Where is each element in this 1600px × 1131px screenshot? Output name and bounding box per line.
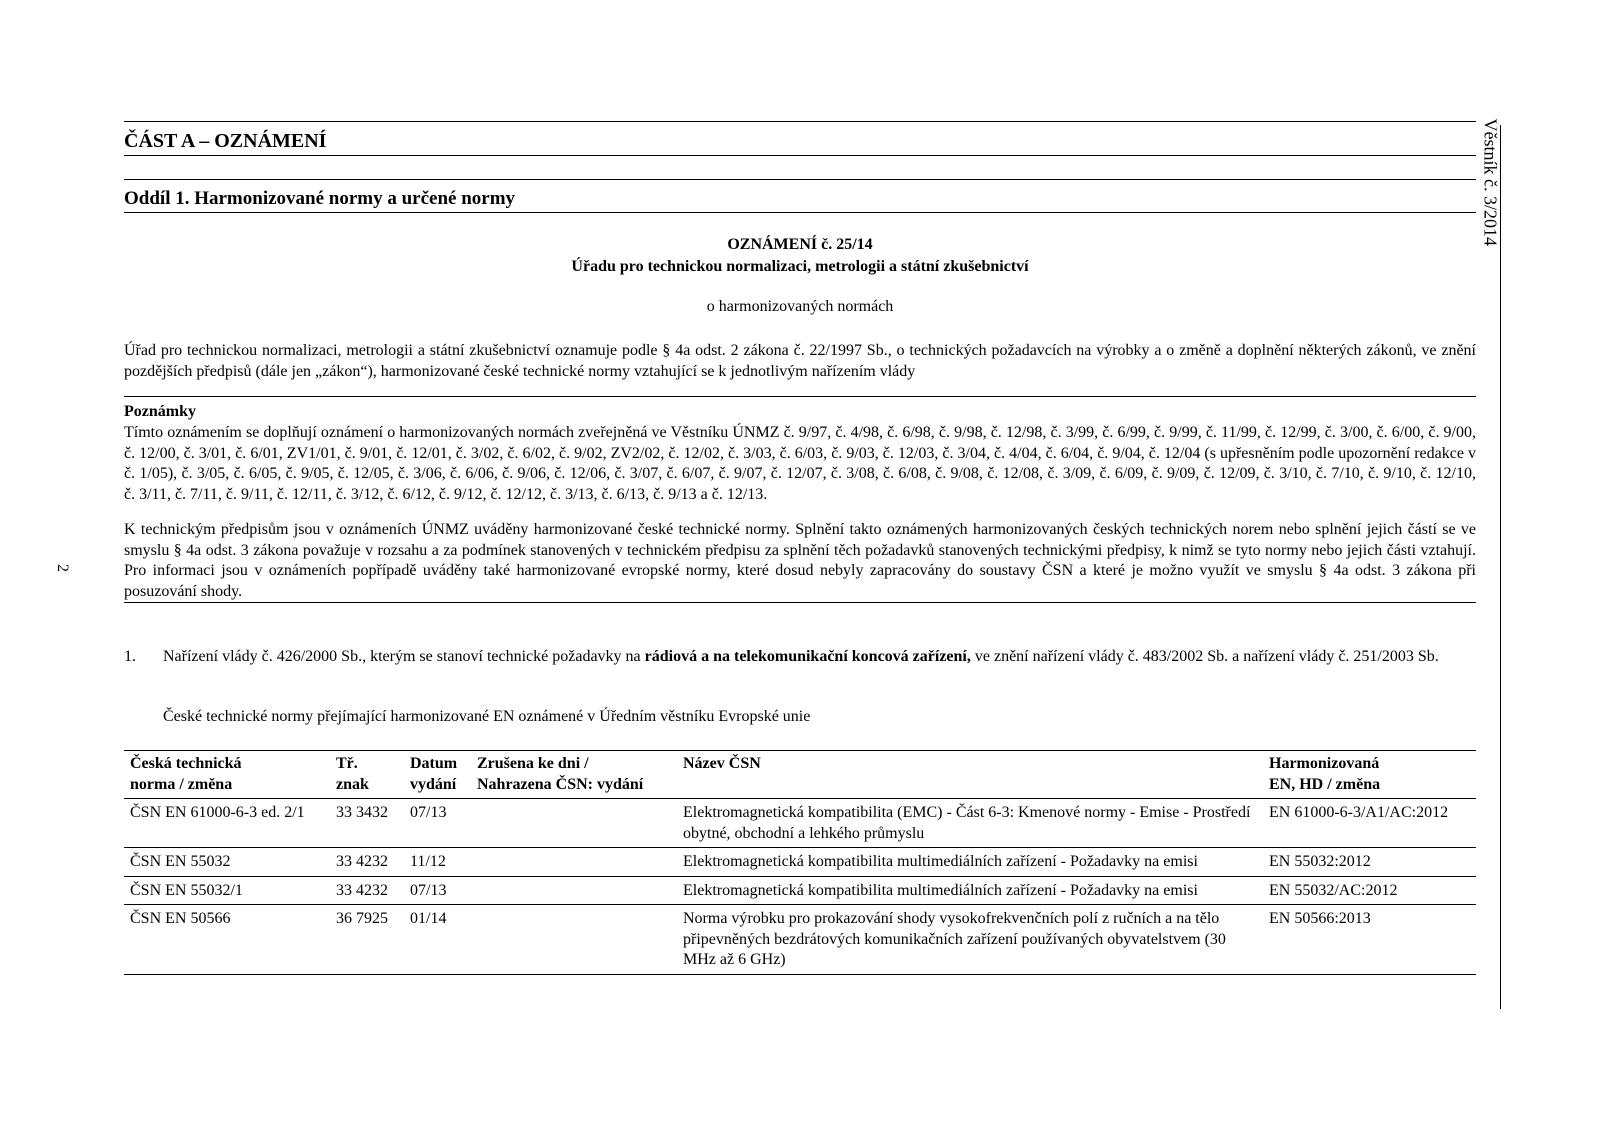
cell-norm: ČSN EN 50566	[124, 905, 330, 975]
standards-table	[124, 750, 1476, 975]
notes-paragraph-2: K technickým předpisům jsou v oznámeních ÚNMZ uváděny harmonizované české technické normy. Splnění takto oznámených harmonizovaných českých technických norem nebo splnění jejich částí se ve smyslu § 4a odst. 3 zákona považuje v rozsahu a za podmínek stanovených v technickém předpisu za splnění těch požadavků stanovených technickými předpisy, k nimž se tyto normy nebo jejich části vztahují. Pro informaci jsou v oznámeních popřípadě uváděny také harmonizované evropské normy, které dosud nebyly zapracovány do soustavy ČSN a které je možno využít ve smyslu § 4a odst. 3 zákona při posuzování shody.	[124, 521, 1476, 600]
cell-znak: 33 3432	[330, 799, 404, 848]
table-header-row	[124, 751, 1476, 799]
cell-znak: 33 4232	[330, 848, 404, 877]
cell-datum: 01/14	[404, 905, 471, 975]
cell-nazev: Elektromagnetická kompatibilita multimediálních zařízení - Požadavky na emisi	[677, 876, 1263, 905]
cell-datum: 11/12	[404, 848, 471, 877]
cell-norm: ČSN EN 55032	[124, 848, 330, 877]
margin-rule	[1500, 125, 1501, 1009]
cell-nazev: Elektromagnetická kompatibilita (EMC) - Část 6-3: Kmenové normy - Emise - Prostředí obytné, obchodní a lehkého průmyslu	[677, 799, 1263, 848]
cell-nazev: Elektromagnetická kompatibilita multimediálních zařízení - Požadavky na emisi	[677, 848, 1263, 877]
announcement-subtitle: Úřadu pro technickou normalizaci, metrologii a státní zkušebnictví	[571, 258, 1029, 275]
section-title: Oddíl 1. Harmonizované normy a určené normy	[124, 188, 516, 209]
cell-en: EN 61000-6-3/A1/AC:2012	[1263, 799, 1476, 848]
notes-paragraph: Tímto oznámením se doplňují oznámení o harmonizovaných normách zveřejněná ve Věstníku ÚNMZ č. 9/97, č. 4/98, č. 6/98, č. 9/98, č. 12/98, č. 3/99, č. 6/99, č. 9/99, č. 11/99, č. 12/99, č. 3/00, č. 6/00, č. 9/00, č. 12/00, č. 3/01, č. 6/01, ZV1/01, č. 9/01, č. 12/01, č. 3/02, č. 6/02, č. 9/02, ZV2/02, č. 12/02, č. 3/03, č. 6/03, č. 9/03, č. 12/03, č. 3/04, č. 4/04, č. 6/04, č. 9/04, č. 12/04 (s upřesněním podle upozornění redakce v č. 1/05), č. 3/05, č. 6/05, č. 9/05, č. 12/05, č. 3/06, č. 6/06, č. 9/06, č. 12/06, č. 3/07, č. 6/07, č. 9/07, č. 12/07, č. 3/08, č. 6/08, č. 9/08, č. 12/08, č. 3/09, č. 6/09, č. 9/09, č. 12/09, č. 3/10, č. 7/10, č. 9/10, č. 12/10, č. 3/11, č. 7/11, č. 9/11, č. 12/11, č. 3/12, č. 6/12, č. 9/12, č. 12/12, č. 3/13, č. 6/13, č. 9/13 a č. 12/13.	[124, 424, 1476, 503]
header-znak: Tř. znak	[330, 751, 404, 799]
rule	[124, 602, 1476, 603]
cell-datum: 07/13	[404, 799, 471, 848]
bulletin-label: Věstník č. 3/2014	[1480, 118, 1501, 246]
announcement-title: OZNÁMENÍ č. 25/14	[727, 236, 873, 253]
header-en: Harmonizovaná EN, HD / změna	[1263, 751, 1476, 799]
regulation-text-part: Nařízení vlády č. 426/2000 Sb., kterým se stanoví technické požadavky na	[163, 648, 645, 665]
rule	[124, 396, 1476, 397]
regulation-text-bold: rádiová a na telekomunikační koncová zařízení,	[644, 648, 971, 665]
cell-znak: 36 7925	[330, 905, 404, 975]
cell-en: EN 55032/AC:2012	[1263, 876, 1476, 905]
rule	[124, 179, 1476, 180]
cell-en: EN 50566:2013	[1263, 905, 1476, 975]
announcement-topic: o harmonizovaných normách	[706, 298, 894, 315]
cell-zrusena	[471, 848, 677, 877]
cell-norm: ČSN EN 61000-6-3 ed. 2/1	[124, 799, 330, 848]
cell-zrusena	[471, 876, 677, 905]
cell-nazev: Norma výrobku pro prokazování shody vysokofrekvenčních polí z ručních a na tělo připevněných bezdrátových komunikačních zařízení používaných obyvatelstvem (30 MHz až 6 GHz)	[677, 905, 1263, 975]
header-datum: Datum vydání	[404, 751, 471, 799]
regulation-item	[124, 646, 1476, 667]
regulation-text	[163, 646, 1476, 667]
header-nazev: Název ČSN	[677, 751, 1263, 799]
table-row	[124, 905, 1476, 975]
cell-datum: 07/13	[404, 876, 471, 905]
cell-zrusena	[471, 905, 677, 975]
regulation-number: 1.	[124, 648, 136, 665]
cell-norm: ČSN EN 55032/1	[124, 876, 330, 905]
header-zrusena: Zrušena ke dni / Nahrazena ČSN: vydání	[471, 751, 677, 799]
rule-top	[124, 121, 1476, 122]
table-caption: České technické normy přejímající harmonizované EN oznámené v Úředním věstníku Evropské unie	[163, 708, 811, 725]
table-row	[124, 876, 1476, 905]
regulation-text-part: ve znění nařízení vlády č. 483/2002 Sb. a nařízení vlády č. 251/2003 Sb.	[970, 648, 1439, 665]
intro-paragraph: Úřad pro technickou normalizaci, metrologii a státní zkušebnictví oznamuje podle § 4a odst. 2 zákona č. 22/1997 Sb., o technických požadavcích na výrobky a o změně a doplnění některých zákonů, ve znění pozdějších předpisů (dále jen „zákon“), harmonizované české technické normy vztahující se k jednotlivým nařízením vlády	[124, 342, 1476, 380]
cell-znak: 33 4232	[330, 876, 404, 905]
cell-en: EN 55032:2012	[1263, 848, 1476, 877]
notes-heading: Poznámky	[124, 403, 196, 420]
part-title: ČÁST A – OZNÁMENÍ	[124, 130, 327, 152]
rule	[124, 155, 1476, 156]
cell-zrusena	[471, 799, 677, 848]
table-row	[124, 848, 1476, 877]
rule	[124, 212, 1476, 213]
table-row	[124, 799, 1476, 848]
header-norm: Česká technická norma / změna	[124, 751, 330, 799]
page-number: 2	[54, 564, 71, 572]
